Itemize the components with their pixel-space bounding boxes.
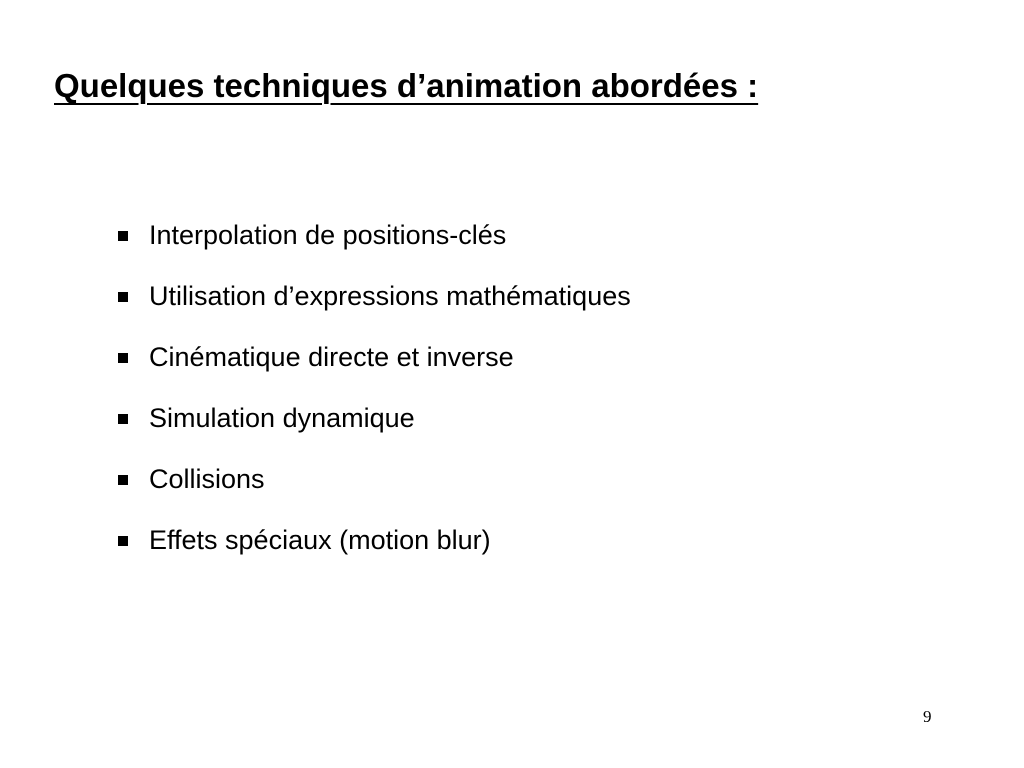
square-bullet-icon: [118, 414, 128, 424]
bullet-text: Cinématique directe et inverse: [149, 342, 514, 372]
slide-title: Quelques techniques d’animation abordées :: [54, 67, 759, 104]
square-bullet-icon: [118, 353, 128, 363]
square-bullet-icon: [118, 231, 128, 241]
page-number: 9: [923, 707, 932, 726]
square-bullet-icon: [118, 536, 128, 546]
bullet-text: Simulation dynamique: [149, 403, 415, 433]
bullet-item: [118, 266, 631, 327]
bullet-item: [118, 449, 631, 510]
bullet-list: [118, 205, 631, 571]
bullet-text: Collisions: [149, 464, 265, 494]
bullet-text: Utilisation d’expressions mathématiques: [149, 281, 631, 311]
bullet-item: [118, 205, 631, 266]
bullet-text: Effets spéciaux (motion blur): [149, 525, 491, 555]
square-bullet-icon: [118, 292, 128, 302]
bullet-item: [118, 388, 631, 449]
bullet-item: [118, 327, 631, 388]
bullet-item: [118, 510, 631, 571]
square-bullet-icon: [118, 475, 128, 485]
bullet-text: Interpolation de positions-clés: [149, 220, 507, 250]
